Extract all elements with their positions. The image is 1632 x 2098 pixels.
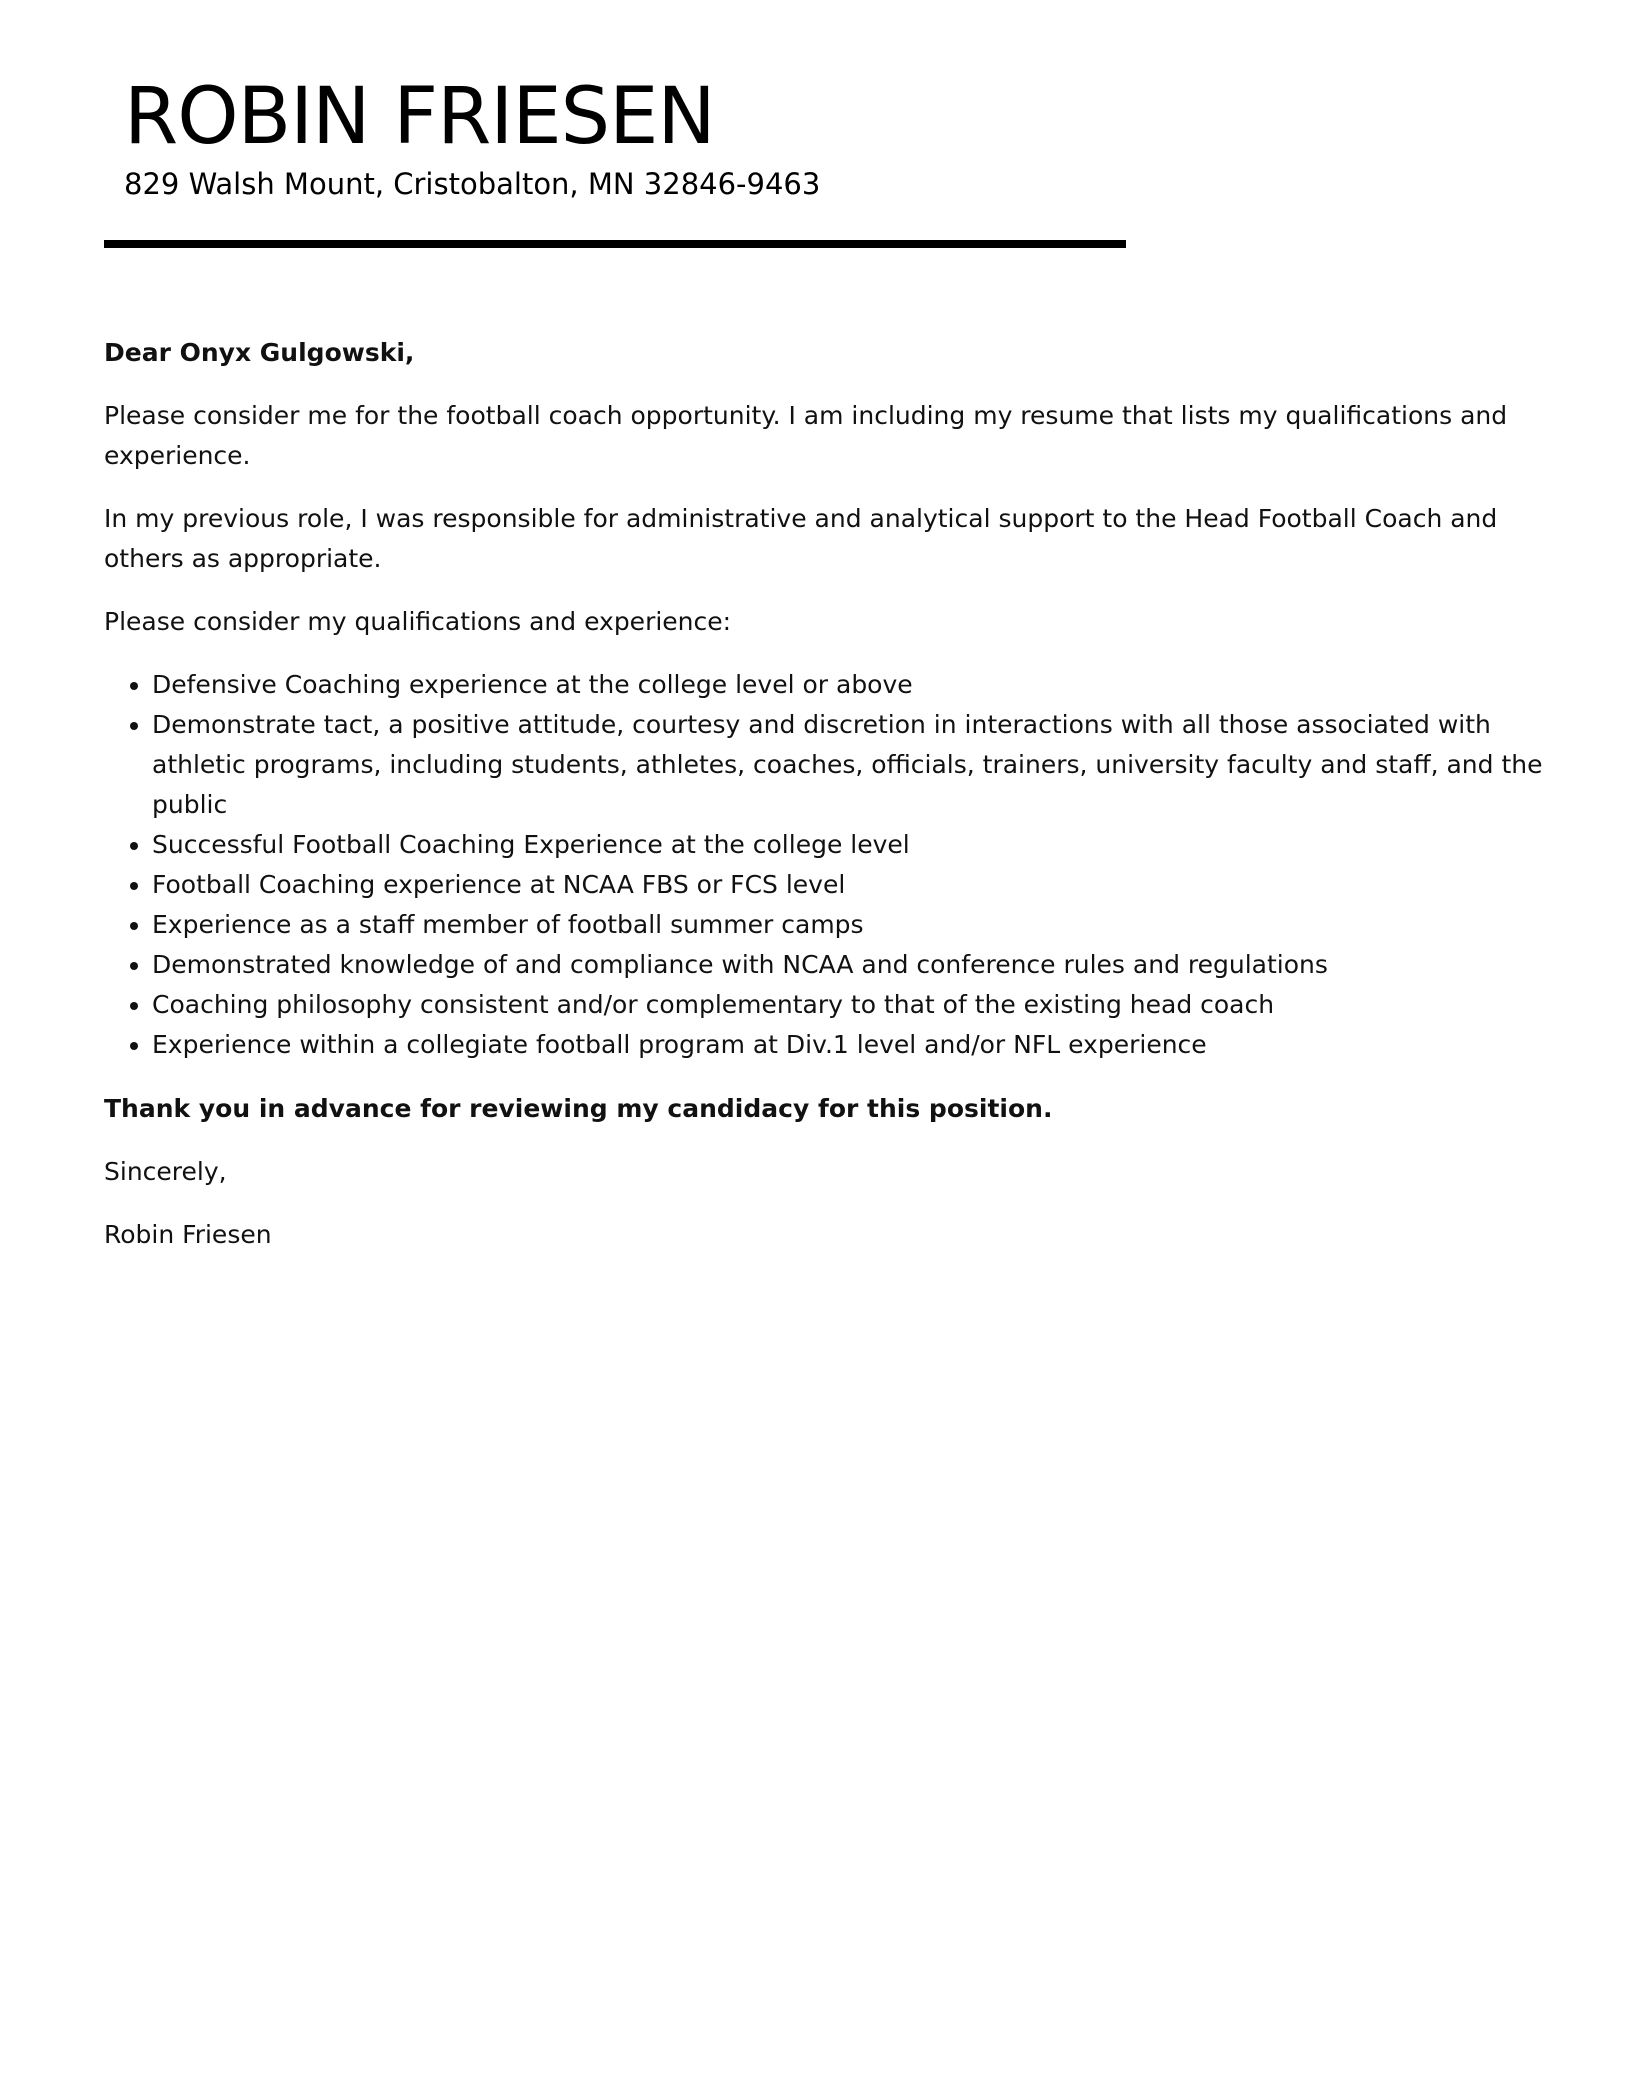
list-item: • Demonstrated knowledge of and compliance with NCAA and conference rules and regulations [152, 945, 1544, 985]
qualifications-list [104, 665, 1544, 1065]
sender-name: ROBIN FRIESEN [124, 72, 715, 162]
list-item: • Demonstrate tact, a positive attitude, courtesy and discretion in interactions with all those associated with athletic programs, including students, athletes, coaches, officials, trainers, university faculty and staff, and the public [152, 705, 1544, 825]
signoff: Sincerely, [104, 1157, 227, 1186]
list-item: • Experience within a collegiate football program at Div.1 level and/or NFL experience [152, 1025, 1544, 1065]
header-divider [104, 240, 1126, 248]
intro-paragraph: Please consider me for the football coach opportunity. I am including my resume that lists my qualifications and experience. [104, 401, 1508, 470]
closing-line: Thank you in advance for reviewing my candidacy for this position. [104, 1094, 1053, 1123]
letter-body [104, 333, 1544, 1278]
sender-address: 829 Walsh Mount, Cristobalton, MN 32846-9463 [124, 167, 821, 201]
list-item: • Experience as a staff member of football summer camps [152, 905, 1544, 945]
previous-role-paragraph: In my previous role, I was responsible for administrative and analytical support to the Head Football Coach and others as appropriate. [104, 504, 1498, 573]
greeting: Dear Onyx Gulgowski, [104, 338, 415, 367]
signature-name: Robin Friesen [104, 1220, 272, 1249]
letter-header [124, 72, 1184, 204]
list-item: • Coaching philosophy consistent and/or complementary to that of the existing head coach [152, 985, 1544, 1025]
qualifications-intro: Please consider my qualifications and experience: [104, 607, 732, 636]
list-item: • Successful Football Coaching Experience at the college level [152, 825, 1544, 865]
list-item: • Defensive Coaching experience at the college level or above [152, 665, 1544, 705]
list-item: • Football Coaching experience at NCAA FBS or FCS level [152, 865, 1544, 905]
